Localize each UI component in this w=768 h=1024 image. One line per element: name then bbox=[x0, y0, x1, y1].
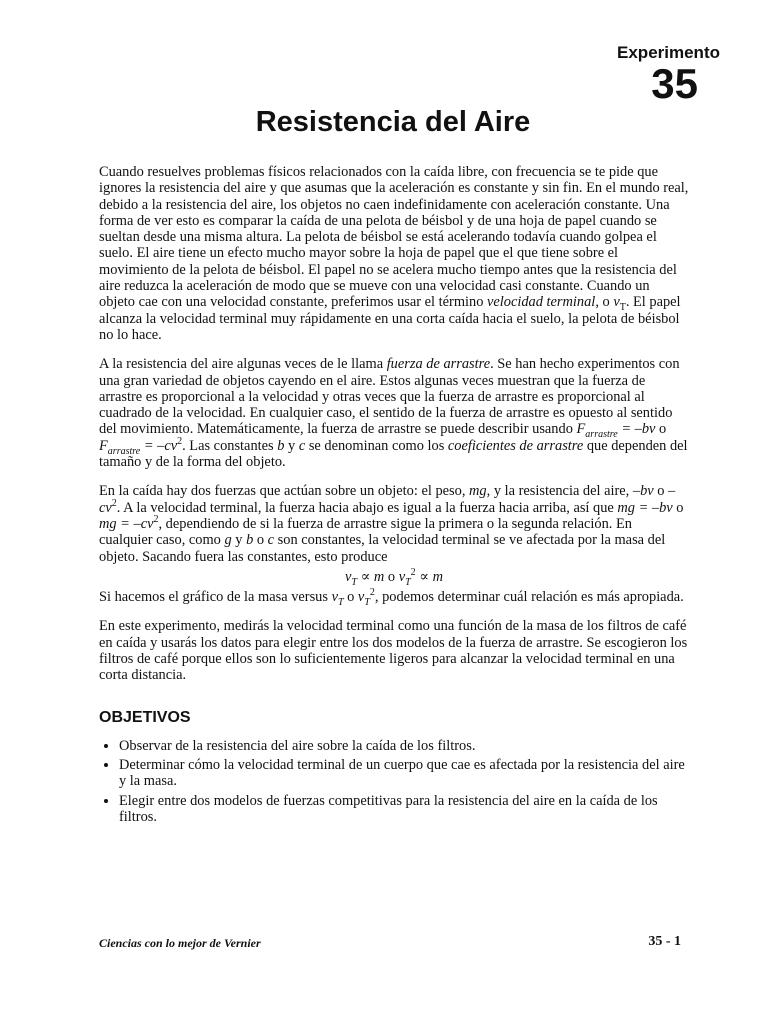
objectives-heading: OBJETIVOS bbox=[99, 708, 191, 726]
experiment-label: Experimento bbox=[617, 43, 720, 62]
paragraph-drag-force: A la resistencia del aire algunas veces de le llama fuerza de arrastre. Se han hecho experimentos con una gran variedad de objetos cayendo en el aire. Estos algunas veces muestran que la fuerza de arrastre es proporcional a la velocidad y otras veces que la fuerza de arrastre es proporcional al cuadrado de la velocidad. En cualquier caso, el sentido de la fuerza de arrastre es opuesto al sentido del movimiento. Matemáticamente, la fuerza de arrastre se puede describir usando $F_{arrastre} = -bv$ o $F_{arrastre} = -cv^2$. Las constantes b y c se denominan como los coeficientes de arrastre que dependen del tamaño y de la forma del objeto. bbox=[99, 356, 688, 471]
experiment-number: 35 bbox=[651, 60, 698, 107]
paragraph-forces: En la caída hay dos fuerzas que actúan sobre un objeto: el peso, mg, y la resistencia del aire, –bv o $-cv^2$. A la velocidad terminal, la fuerza hacia abajo es igual a la fuerza hacia arriba, así que mg = –bv o mg = $-cv^2$, dependiendo de si la fuerza de arrastre sigue la primera o la segunda relación. En cualquier caso, como g y b o c son constantes, la velocidad terminal se ve afectada por la masa del objeto. Sacando fuera las constantes, esto produce bbox=[99, 483, 684, 565]
document-body bbox=[99, 164, 689, 828]
objectives-list bbox=[99, 738, 689, 825]
page-title: Resistencia del Aire bbox=[255, 106, 531, 138]
footer-source: Ciencias con lo mejor de Vernier bbox=[99, 936, 261, 950]
page-number: 35 - 1 bbox=[648, 934, 681, 949]
paragraph-graph: Si hacemos el gráfico de la masa versus $v_T$ o $v_T^2$, podemos determinar cuál relación es más apropiada. bbox=[99, 587, 684, 608]
paragraph-intro: Cuando resuelves problemas físicos relacionados con la caída libre, con frecuencia se te pide que ignores la resistencia del aire y que asumas que la aceleración es constante y sin fin. En el mundo real, debido a la resistencia del aire, los objetos no caen indefinidamente con aceleración constante. Una forma de ver esto es comparar la caída de una pelota de béisbol y de una hoja de papel cuando se sueltan desde una misma altura. La pelota de béisbol se está acelerando todavía cuando golpea el suelo. El aire tiene un efecto mucho mayor sobre la hoja de papel que el que tiene sobre el movimiento de la pelota de béisbol. El papel no se acelera mucho tiempo antes que la resistencia del aire reduzca la aceleración de modo que se mueve con una velocidad casi constante. Cuando un objeto cae con una velocidad constante, preferimos usar el término velocidad terminal, o $v_T$. El papel alcanza la velocidad terminal muy rápidamente en una corta caída hacia el suelo, la pelota de béisbol no lo hace. bbox=[99, 164, 689, 343]
paragraph-experiment: En este experimento, medirás la velocidad terminal como una función de la masa de los filtros de café en caída y usarás los datos para elegir entre los dos modelos de la fuerza de arrastre. Se escogieron los filtros de café porque ellos son lo suficientemente ligeros para alcanzar la velocidad terminal en una corta distancia. bbox=[99, 618, 688, 684]
list-item: • Elegir entre dos modelos de fuerzas competitivas para la resistencia del aire en la caída de los filtros. bbox=[119, 793, 689, 826]
list-item: • Determinar cómo la velocidad terminal de un cuerpo que cae es afectada por la resistencia del aire y la masa. bbox=[119, 757, 689, 790]
proportionality-formula: $v_T \propto m$ o $v_T^2 \propto m$ bbox=[345, 567, 443, 588]
list-item: • Observar de la resistencia del aire sobre la caída de los filtros. bbox=[119, 738, 689, 754]
